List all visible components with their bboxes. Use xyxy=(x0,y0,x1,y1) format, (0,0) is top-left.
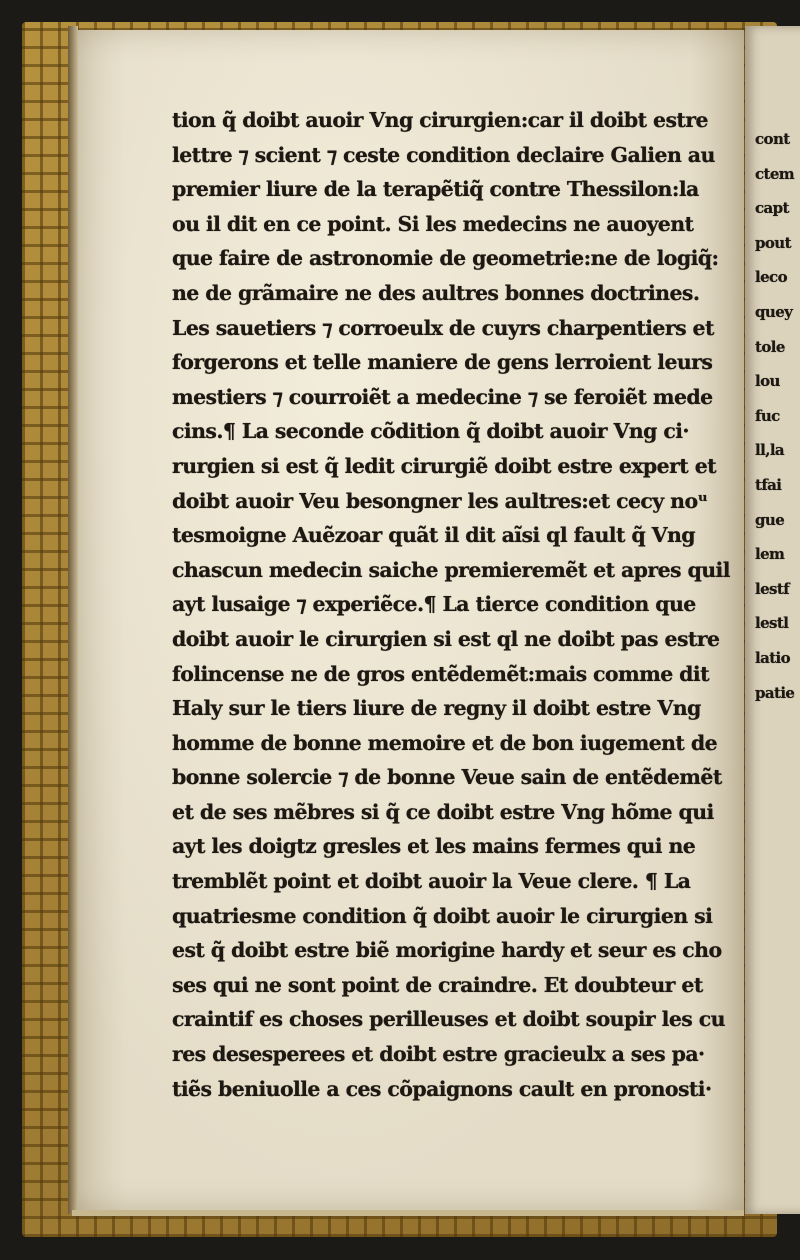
page-gutter xyxy=(68,26,78,1214)
text-line: ou il dit en ce point. Si les medecins ne auoyent xyxy=(172,211,694,236)
text-line: cins.¶ La seconde cõdition q̃ doibt auoir Vng ci· xyxy=(172,419,689,444)
facing-fragment: fuc xyxy=(755,406,780,425)
facing-fragment: capt xyxy=(755,199,789,218)
facing-fragment: latio xyxy=(755,648,791,667)
facing-fragment: lou xyxy=(755,372,780,391)
body-text xyxy=(172,103,732,1106)
text-line: Les sauetiers ⁊ corroeulx de cuyrs charpentiers et xyxy=(172,315,714,340)
text-line: Haly sur le tiers liure de regny il doibt estre Vng xyxy=(172,696,701,721)
text-line: chascun medecin saiche premieremẽt et apres quil xyxy=(172,557,730,582)
text-line: tesmoigne Auẽzoar quãt il dit aĩsi ql fault q̃ Vng xyxy=(172,523,695,548)
text-line: craintif es choses perilleuses et doibt soupir les cu xyxy=(172,1007,725,1032)
text-line: doibt auoir Veu besongner les aultres:et cecy noᵘ xyxy=(172,488,708,513)
text-line: tiẽs beniuolle a ces cõpaignons cault en pronosti· xyxy=(172,1076,712,1101)
text-line: et de ses mẽbres si q̃ ce doibt estre Vng hõme qui xyxy=(172,799,714,824)
facing-fragment: tole xyxy=(755,337,785,356)
text-line: mestiers ⁊ courroiẽt a medecine ⁊ se feroiẽt mede xyxy=(172,384,713,409)
facing-fragment: quey xyxy=(755,302,793,321)
text-line: ses qui ne sont point de craindre. Et doubteur et xyxy=(172,972,703,997)
text-line: premier liure de la terapẽtiq̃ contre Thessilon:la xyxy=(172,177,699,202)
text-line: forgerons et telle maniere de gens lerroient leurs xyxy=(172,350,713,375)
text-line: bonne solercie ⁊ de bonne Veue sain de entẽdemẽt xyxy=(172,765,722,790)
text-line: quatriesme condition q̃ doibt auoir le cirurgien si xyxy=(172,903,713,928)
text-line: doibt auoir le cirurgien si est ql ne doibt pas estre xyxy=(172,626,720,651)
text-line: tion q̃ doibt auoir Vng cirurgien:car il doibt estre xyxy=(172,108,708,132)
facing-fragment: ctem xyxy=(755,164,795,183)
page-bottom-edge xyxy=(72,1210,744,1216)
text-line: tremblẽt point et doibt auoir la Veue clere. ¶ La xyxy=(172,869,691,894)
facing-fragment: gue xyxy=(755,510,785,529)
text-line: lettre ⁊ scient ⁊ ceste condition declaire Galien au xyxy=(172,142,715,167)
facing-fragment: leco xyxy=(755,268,787,287)
facing-fragment: patie xyxy=(755,683,795,702)
facing-fragment: lestl xyxy=(755,614,789,633)
text-line: que faire de astronomie de geometrie:ne de logiq̃: xyxy=(172,246,719,271)
text-line: ayt lusaige ⁊ experiẽce.¶ La tierce condition que xyxy=(172,592,696,617)
text-line: rurgien si est q̃ ledit cirurgiẽ doibt estre expert et xyxy=(172,453,717,478)
facing-page-text xyxy=(755,122,800,710)
facing-fragment: ll,la xyxy=(755,441,785,460)
facing-page-edge xyxy=(745,26,800,1214)
text-line: homme de bonne memoire et de bon iugement de xyxy=(172,730,718,755)
text-line: est q̃ doibt estre biẽ morigine hardy et seur es cho xyxy=(172,938,722,963)
text-line: ne de grãmaire ne des aultres bonnes doctrines. xyxy=(172,280,700,305)
facing-fragment: lestf xyxy=(755,579,790,598)
text-line: res desesperees et doibt estre gracieulx a ses pa· xyxy=(172,1042,705,1067)
facing-fragment: pout xyxy=(755,233,791,252)
facing-fragment: tfai xyxy=(755,475,782,494)
text-line: ayt les doigtz gresles et les mains fermes qui ne xyxy=(172,834,696,859)
text-line: folincense ne de gros entẽdemẽt:mais comme dit xyxy=(172,661,709,686)
facing-fragment: lem xyxy=(755,545,785,564)
facing-fragment: cont xyxy=(755,130,790,148)
